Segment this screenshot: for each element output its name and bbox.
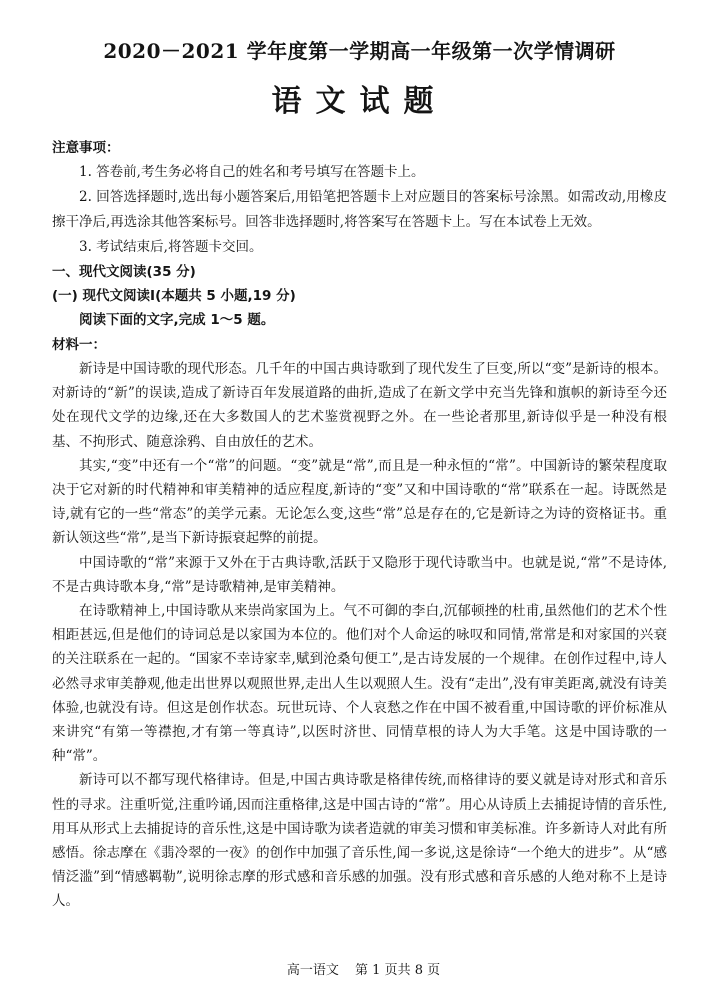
material-paragraph: 新诗可以不都写现代格律诗。但是,中国古典诗歌是格律传统,而格律诗的要义就是诗对形式和音乐性的寻求。注重听觉,注重吟诵,因而注重格律,这是中国古诗的“常”。用心从诗质上去捕捉诗情的音乐性,用耳从形式上去捕捉诗的音乐性,这是中国诗歌为读者造就的审美习惯和审美标准。许多新诗人对此有所感悟。徐志摩在《翡冷翠的一夜》的创作中加强了音乐性,闻一多说,这是徐诗“一个绝大的进步”。从“感情泛滥”到“情感羁勒”,说明徐志摩的形式感和音乐感的加强。没有形式感和音乐感的人绝对称不上是诗人。 bbox=[52, 772, 667, 910]
subject-title: 语文试题 bbox=[271, 84, 448, 119]
footer-subject: 高一语文 bbox=[286, 963, 339, 978]
subsection-heading: (一) 现代文阅读Ⅰ(本题共 5 小题,19 分) bbox=[52, 288, 296, 304]
notice-block bbox=[52, 136, 667, 260]
material-paragraph: 新诗是中国诗歌的现代形态。几千年的中国古典诗歌到了现代发生了巨变,所以“变”是新诗的根本。对新诗的“新”的误读,造成了新诗百年发展道路的曲折,造成了在新文学中充当先锋和旗帜的新诗至今还处在现代文学的边缘,还在大多数国人的艺术鉴赏视野之外。在一些论者那里,新诗似乎是一种没有根基、不拘形式、随意涂鸦、自由放任的艺术。 bbox=[52, 361, 667, 450]
section-modern-reading bbox=[52, 260, 667, 914]
notice-item: 1. 答卷前,考生务必将自己的姓名和考号填写在答题卡上。 bbox=[79, 164, 425, 180]
exam-title: 2020－2021 学年度第一学期高一年级第一次学情调研 bbox=[103, 39, 616, 63]
material-paragraph: 其实,“变”中还有一个“常”的问题。“变”就是“常”,而且是一种永恒的“常”。中国新诗的繁荣程度取决于它对新的时代精神和审美精神的适应程度,新诗的“变”又和中国诗歌的“常”联系在一起。诗既然是诗,就有它的一些“常态”的美学元素。无论怎么变,这些“常”总是存在的,它是新诗之为诗的资格证书。重新认领这些“常”,是当下新诗振衰起弊的前提。 bbox=[52, 457, 667, 547]
reading-instruction: 阅读下面的文字,完成 1～5 题。 bbox=[79, 312, 275, 328]
page-footer bbox=[0, 959, 727, 978]
notice-heading: 注意事项： bbox=[52, 140, 120, 156]
notice-item: 2. 回答选择题时,选出每小题答案后,用铅笔把答题卡上对应题目的答案标号涂黑。如需改动,用橡皮擦干净后,再选涂其他答案标号。回答非选择题时,将答案写在答题卡上。写在本试卷上无效。 bbox=[52, 189, 667, 230]
material-paragraph: 中国诗歌的“常”来源于又外在于古典诗歌,活跃于又隐形于现代诗歌当中。也就是说,“常”不是诗体,不是古典诗歌本身,“常”是诗歌精神,是审美精神。 bbox=[52, 554, 667, 595]
notice-item: 3. 考试结束后,将答题卡交回。 bbox=[79, 239, 263, 255]
footer-page-number: 第 1 页共 8 页 bbox=[355, 963, 441, 978]
section-heading: 一、现代文阅读(35 分) bbox=[52, 264, 196, 280]
material-paragraph: 在诗歌精神上,中国诗歌从来崇尚家国为上。气不可御的李白,沉郁顿挫的杜甫,虽然他们的艺术个性相距甚远,但是他们的诗词总是以家国为本位的。他们对个人命运的咏叹和同情,常常是和对家国的兴衰的关注联系在一起的。“国家不幸诗家幸,赋到沧桑句便工”,是古诗发展的一个规律。在创作过程中,诗人必然寻求审美静观,他走出世界以观照世界,走出人生以观照人生。没有“走出”,没有审美距离,就没有诗美体验,也就没有诗。但这是创作状态。玩世玩诗、个人哀愁之作在中国不被看重,中国诗歌的评价标准从来讲究“有第一等襟抱,才有第一等真诗”,以医时济世、同情草根的诗人为大手笔。这是中国诗歌的一种“常”。 bbox=[52, 603, 667, 765]
material-label: 材料一： bbox=[52, 337, 106, 353]
material-text bbox=[52, 357, 667, 914]
